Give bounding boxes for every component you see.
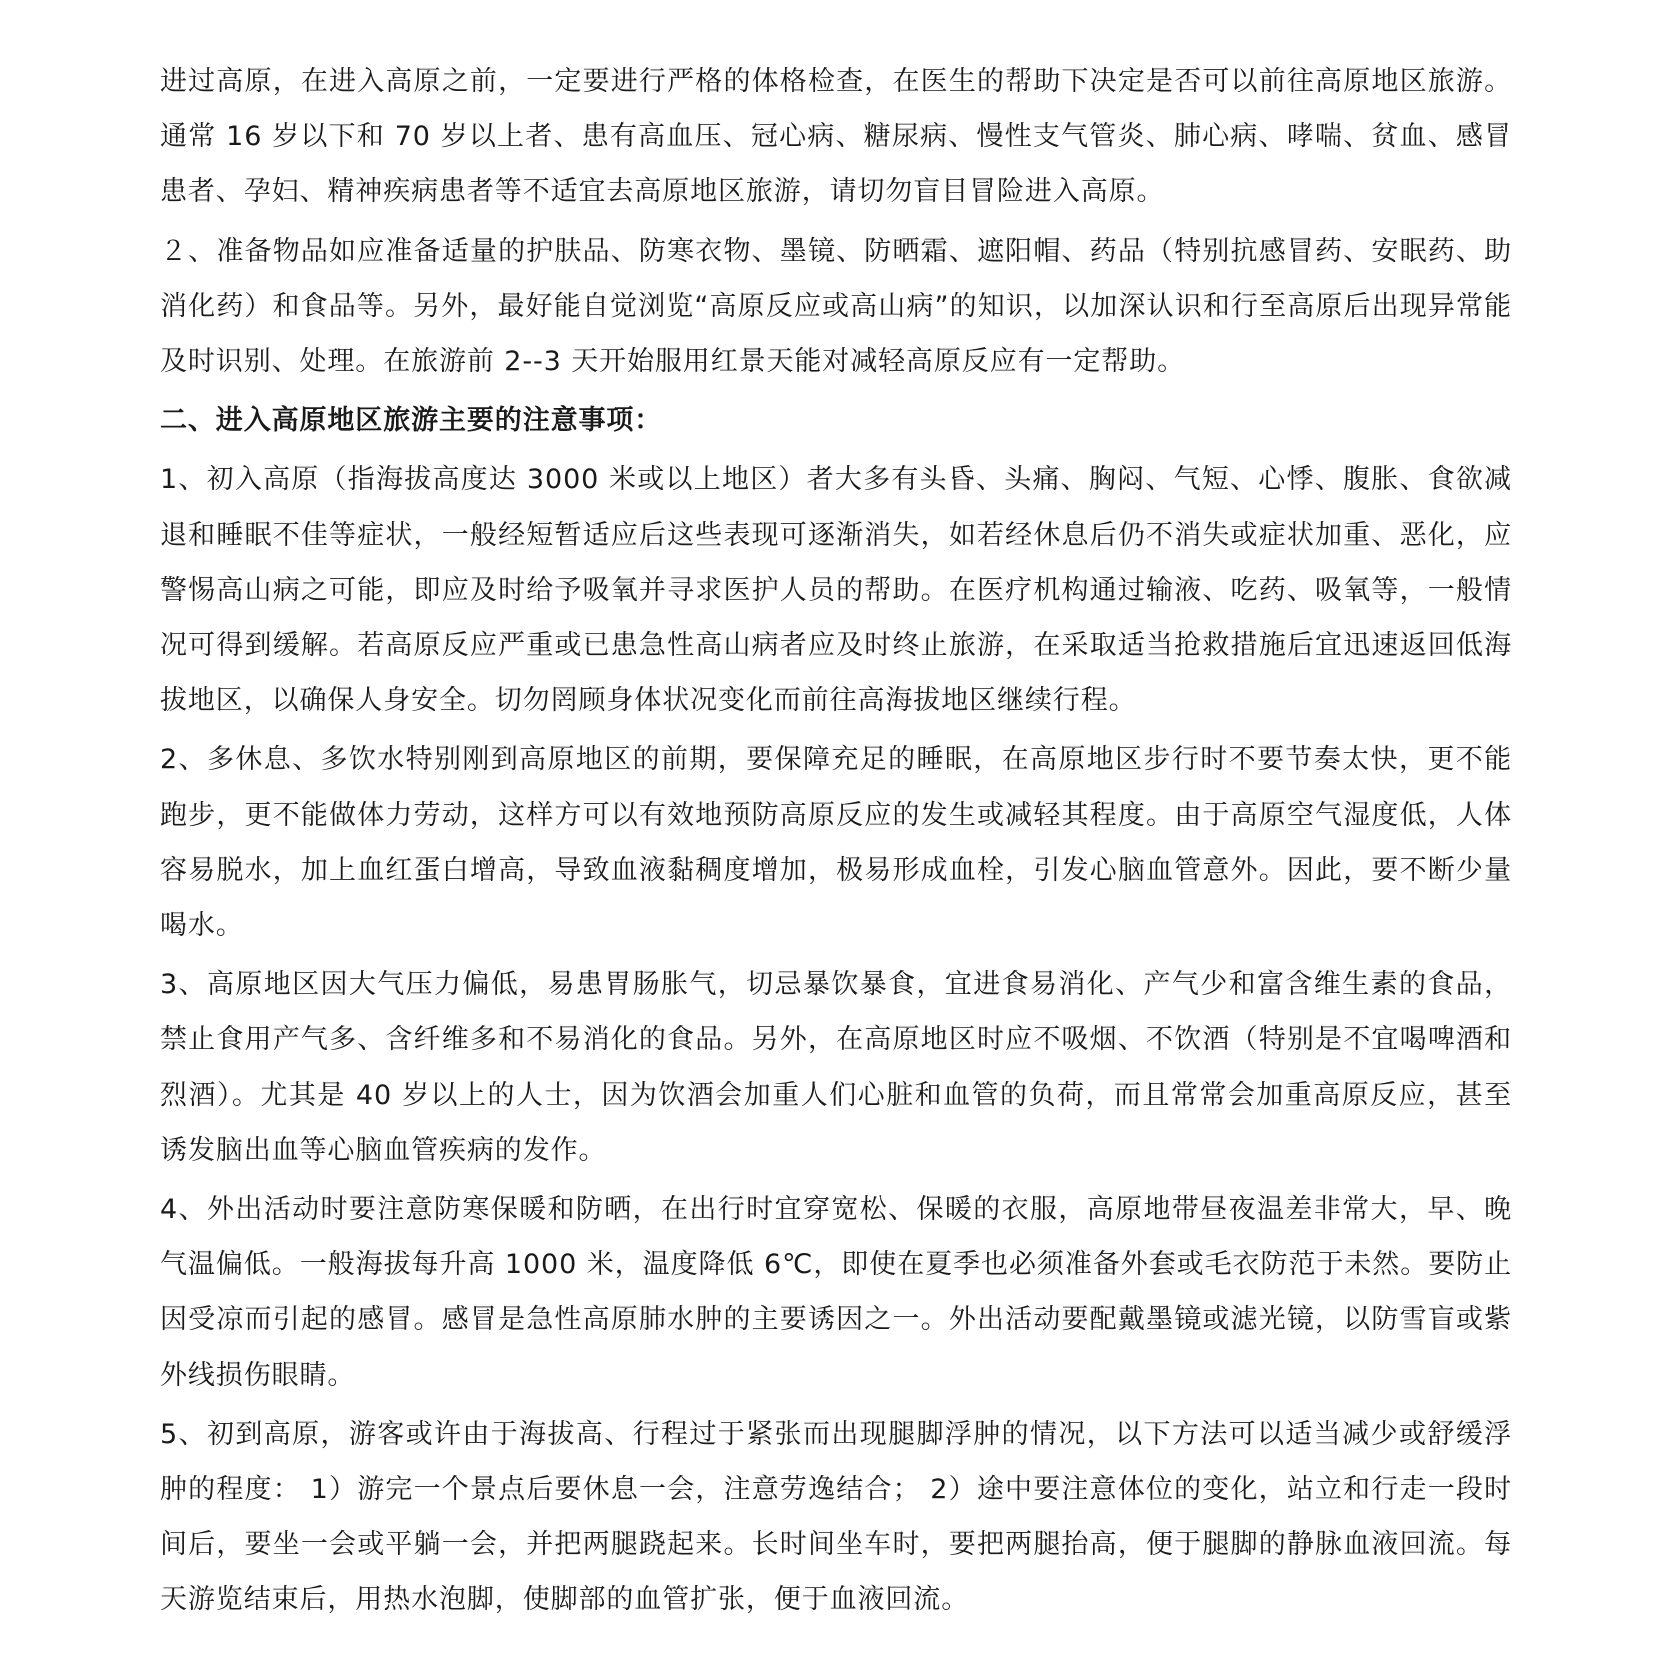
section-heading: 二、进入高原地区旅游主要的注意事项： bbox=[160, 405, 663, 437]
preparation-paragraph: ２、准备物品如应准备适量的护肤品、防寒衣物、墨镜、防晒霜、遮阳帽、药品（特别抗感冒药、安眠药、助消化药）和食品等。另外，最好能自觉浏览“高原反应或高山病”的知识，以加深认识和行至高原后出现异常能及时识别、处理。在旅游前 2--3 天开始服用红景天能对减轻高原反应有一定帮助。 bbox=[160, 235, 1512, 378]
list-item: 3、高原地区因大气压力偏低，易患胃肠胀气，切忌暴饮暴食，宜进食易消化、产气少和富含维生素的食品，禁止食用产气多、含纤维多和不易消化的食品。另外，在高原地区时应不吸烟、不饮酒（特别是不宜喝啤酒和烈酒）。尤其是 40 岁以上的人士，因为饮酒会加重人们心脏和血管的负荷，而且常常会加重高原反应，甚至诱发脑出血等心脑血管疾病的发作。 bbox=[160, 969, 1512, 1166]
intro-paragraph: 进过高原，在进入高原之前，一定要进行严格的体格检查，在医生的帮助下决定是否可以前往高原地区旅游。通常 16 岁以下和 70 岁以上者、患有高血压、冠心病、糖尿病、慢性支气管炎、肺心病、哮喘、贫血、感冒患者、孕妇、精神疾病患者等不适宜去高原地区旅游，请切勿盲目冒险进入高原。 bbox=[160, 66, 1512, 208]
list-item: 4、外出活动时要注意防寒保暖和防晒，在出行时宜穿宽松、保暖的衣服，高原地带昼夜温差非常大，早、晚气温偏低。一般海拔每升高 1000 米，温度降低 6℃，即使在夏季也必须准备外套或毛衣防范于未然。要防止因受凉而引起的感冒。感冒是急性高原肺水肿的主要诱因之一。外出活动要配戴墨镜或滤光镜，以防雪盲或紫外线损伤眼睛。 bbox=[160, 1194, 1512, 1391]
document-page bbox=[160, 54, 1512, 1632]
list-item: 1、初入高原（指海拔高度达 3000 米或以上地区）者大多有头昏、头痛、胸闷、气短、心悸、腹胀、食欲减退和睡眠不佳等症状，一般经短暂适应后这些表现可逐渐消失，如若经休息后仍不消失或症状加重、恶化，应警惕高山病之可能，即应及时给予吸氧并寻求医护人员的帮助。在医疗机构通过输液、吃药、吸氧等，一般情况可得到缓解。若高原反应严重或已患急性高山病者应及时终止旅游，在采取适当抢救措施后宜迅速返回低海拔地区，以确保人身安全。切勿罔顾身体状况变化而前往高海拔地区继续行程。 bbox=[160, 464, 1512, 717]
list-item: 5、初到高原，游客或许由于海拔高、行程过于紧张而出现腿脚浮肿的情况，以下方法可以适当减少或舒缓浮肿的程度： 1）游完一个景点后要休息一会，注意劳逸结合； 2）途中要注意体位的变化，站立和行走一段时间后，要坐一会或平躺一会，并把两腿跷起来。长时间坐车时，要把两腿抬高，便于腿脚的静脉血液回流。每天游览结束后，用热水泡脚，使脚部的血管扩张，便于血液回流。 bbox=[160, 1418, 1512, 1616]
list-item: 2、多休息、多饮水特别刚到高原地区的前期，要保障充足的睡眠，在高原地区步行时不要节奏太快，更不能跑步，更不能做体力劳动，这样方可以有效地预防高原反应的发生或减轻其程度。由于高原空气湿度低，人体容易脱水，加上血红蛋白增高，导致血液黏稠度增加，极易形成血栓，引发心脑血管意外。因此，要不断少量喝水。 bbox=[160, 744, 1512, 942]
